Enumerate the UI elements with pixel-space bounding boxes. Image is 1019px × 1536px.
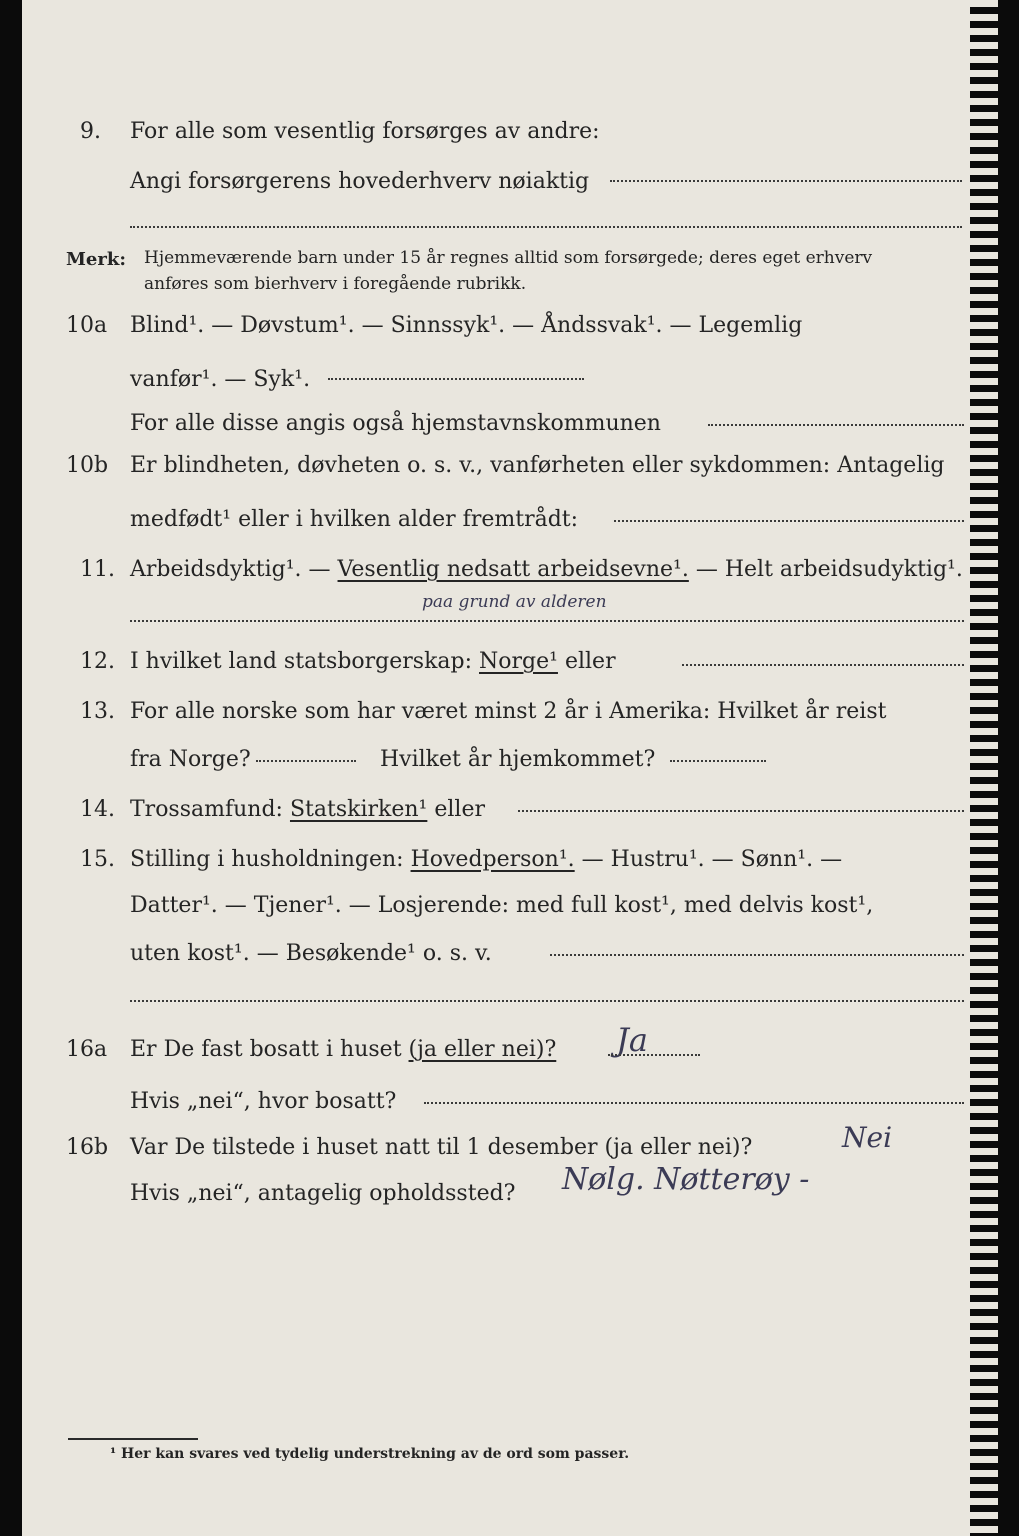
paper-perforated-edge: [970, 0, 998, 1536]
footnote: ¹ Her kan svares ved tydelig understrekning av de ord som passer.: [110, 1446, 630, 1462]
q15-answer-line[interactable]: [550, 954, 964, 956]
q9-answer-line[interactable]: [610, 180, 962, 182]
q14-prefix: Trossamfund:: [130, 797, 283, 822]
q16b-handwritten-answer[interactable]: Nei: [842, 1121, 893, 1154]
q15-hovedperson-selected[interactable]: Hovedperson¹.: [410, 847, 575, 872]
q15-line3: uten kost¹. — Besøkende¹ o. s. v.: [130, 941, 492, 966]
q11-dash2: —: [695, 557, 718, 582]
q12-norge-selected[interactable]: Norge¹: [479, 649, 558, 674]
q13-return-year-line[interactable]: [670, 760, 766, 762]
q16a-where-line[interactable]: [424, 1102, 964, 1104]
q10a-hometown-line[interactable]: [708, 424, 964, 426]
q15-prefix: Stilling i husholdningen:: [130, 847, 404, 872]
merk-line2: anføres som bierhverv i foregående rubrikk.: [144, 274, 527, 294]
q12-prefix: I hvilket land statsborgerskap:: [130, 649, 473, 674]
q12-answer-line[interactable]: [682, 664, 964, 666]
q10b-answer-line[interactable]: [614, 520, 964, 522]
q10b-number: 10b: [66, 453, 109, 478]
q15-answer-line-2[interactable]: [130, 1000, 964, 1002]
q10b-line2: medfødt¹ eller i hvilken alder fremtrådt:: [130, 507, 579, 532]
q11-opt2-selected[interactable]: Vesentlig nedsatt arbeidsevne¹.: [337, 557, 689, 582]
q14-statskirken-selected[interactable]: Statskirken¹: [289, 797, 428, 822]
q16a-handwritten-answer[interactable]: Ja: [616, 1021, 648, 1059]
q13-left-year-line[interactable]: [256, 760, 356, 762]
q16a-paren: (ja eller nei)?: [408, 1037, 557, 1062]
merk-line1: Hjemmeværende barn under 15 år regnes alltid som forsørgede; deres eget erhverv: [144, 248, 873, 268]
q9-number: 9.: [80, 119, 101, 144]
q12-line1: [130, 648, 616, 676]
q15-line2: Datter¹. — Tjener¹. — Losjerende: med full kost¹, med delvis kost¹,: [130, 893, 874, 918]
q10b-line1: Er blindheten, døvheten o. s. v., vanførheten eller sykdommen: Antagelig: [130, 453, 945, 478]
q11-number: 11.: [80, 557, 115, 582]
q9-line1: For alle som vesentlig forsørges av andre:: [130, 119, 600, 144]
q16a-number: 16a: [66, 1037, 108, 1062]
q10a-answer-line[interactable]: [328, 378, 584, 380]
q10a-line1: Blind¹. — Døvstum¹. — Sinnssyk¹. — Åndssvak¹. — Legemlig: [130, 313, 803, 338]
q13-line1: For alle norske som har været minst 2 år i Amerika: Hvilket år reist: [130, 699, 887, 724]
q13-line2a: fra Norge?: [130, 747, 251, 772]
q15-number: 15.: [80, 847, 115, 872]
q12-suffix: eller: [564, 649, 616, 674]
q11-handwritten-answer[interactable]: paa grund av alderen: [422, 592, 607, 612]
q16b-number: 16b: [66, 1135, 109, 1160]
q14-answer-line[interactable]: [518, 810, 964, 812]
q16a-answer-line[interactable]: [608, 1054, 700, 1056]
q16a-prefix: Er De fast bosatt i huset: [130, 1037, 402, 1062]
merk-label: Merk:: [66, 249, 126, 270]
q11-answer-line[interactable]: [130, 620, 964, 622]
q16b-handwritten-location[interactable]: Nølg. Nøtterøy -: [562, 1162, 810, 1197]
q14-suffix: eller: [434, 797, 485, 822]
q16b-line2: Hvis „nei“, antagelig opholdssted?: [130, 1181, 516, 1206]
q11-opt3[interactable]: Helt arbeidsudyktig¹.: [724, 557, 963, 582]
q14-line1: [130, 796, 485, 824]
q13-line2b: Hvilket år hjemkommet?: [380, 747, 656, 772]
q11-line1: [130, 556, 963, 584]
q11-dash1: —: [308, 557, 331, 582]
q11-opt1[interactable]: Arbeidsdyktig¹.: [130, 557, 302, 582]
q16a-line1: [130, 1036, 556, 1064]
q10a-number: 10a: [66, 313, 108, 338]
q9-line2: Angi forsørgerens hovederhverv nøiaktig: [130, 169, 590, 194]
q10a-line2: vanfør¹. — Syk¹.: [130, 367, 311, 392]
q10a-line3: For alle disse angis også hjemstavnskommunen: [130, 411, 661, 436]
q13-number: 13.: [80, 699, 115, 724]
q14-number: 14.: [80, 797, 115, 822]
footnote-rule: [68, 1438, 198, 1440]
q12-number: 12.: [80, 649, 115, 674]
q15-line1: [130, 846, 842, 874]
q15-rest: — Hustru¹. — Sønn¹. —: [581, 847, 843, 872]
q9-answer-line-2[interactable]: [130, 226, 962, 228]
q16b-line1: Var De tilstede i huset natt til 1 desember (ja eller nei)?: [130, 1135, 753, 1160]
q16a-line2: Hvis „nei“, hvor bosatt?: [130, 1089, 397, 1114]
census-form-page: [22, 0, 997, 1536]
